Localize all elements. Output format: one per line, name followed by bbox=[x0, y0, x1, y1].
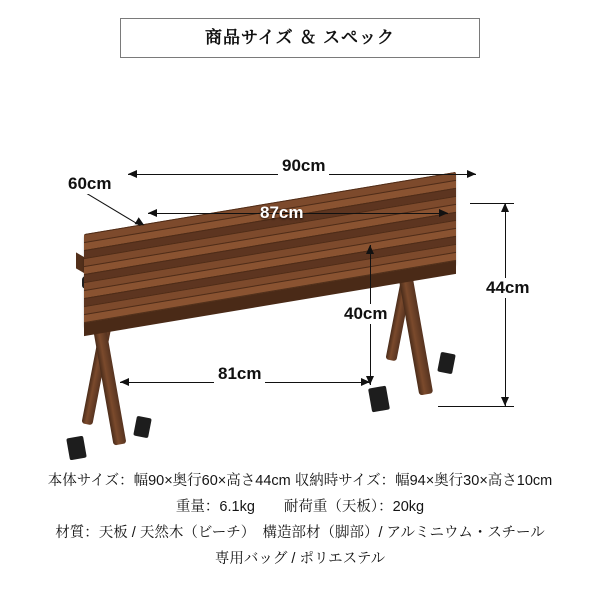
dim-arrow-height-total-down bbox=[501, 397, 509, 406]
foot-front-right bbox=[368, 386, 390, 413]
dim-arrow-top-inner-right bbox=[439, 209, 448, 217]
dim-arrow-top-inner-left bbox=[148, 209, 157, 217]
dim-arrow-foot-span-left bbox=[120, 378, 129, 386]
dim-arrow-width-right bbox=[467, 170, 476, 178]
dim-arrow-foot-span-right bbox=[361, 378, 370, 386]
dim-label-top-inner: 87cm bbox=[260, 203, 304, 222]
dim-label-foot-span: 81cm bbox=[214, 364, 265, 384]
dim-label-height-inner: 40cm bbox=[340, 304, 391, 324]
foot-back-left bbox=[133, 416, 152, 438]
product-dimension-diagram bbox=[0, 70, 600, 470]
spec-line-size: 本体サイズ：幅90×奥行60×高さ44cm 収納時サイズ：幅94×奥行30×高さ10cm bbox=[47, 473, 553, 489]
spec-line-material: 材質：天板 / 天然木（ビーチ） 構造部材（脚部）/ アルミニウム・スチール bbox=[55, 525, 545, 541]
dim-arrow-height-total-up bbox=[501, 203, 509, 212]
foot-back-right bbox=[437, 352, 456, 374]
dim-line-height-total bbox=[505, 203, 506, 406]
page-title: 商品サイズ ＆ スペック bbox=[204, 28, 396, 47]
spec-line-bag: 専用バッグ / ポリエステル bbox=[214, 551, 386, 567]
dim-arrow-width-left bbox=[128, 170, 137, 178]
dim-label-height-total: 44cm bbox=[482, 278, 533, 298]
header-band bbox=[0, 18, 600, 58]
spec-text-block bbox=[0, 468, 600, 572]
ext-line-height-total-bottom bbox=[438, 406, 514, 407]
foot-front-left bbox=[66, 436, 87, 461]
dim-label-depth: 60cm bbox=[64, 174, 115, 194]
dim-arrow-height-inner-up bbox=[366, 245, 374, 254]
dim-label-width-top: 90cm bbox=[278, 156, 329, 176]
spec-line-weight: 重量：6.1kg 耐荷重（天板）：20kg bbox=[175, 499, 425, 515]
